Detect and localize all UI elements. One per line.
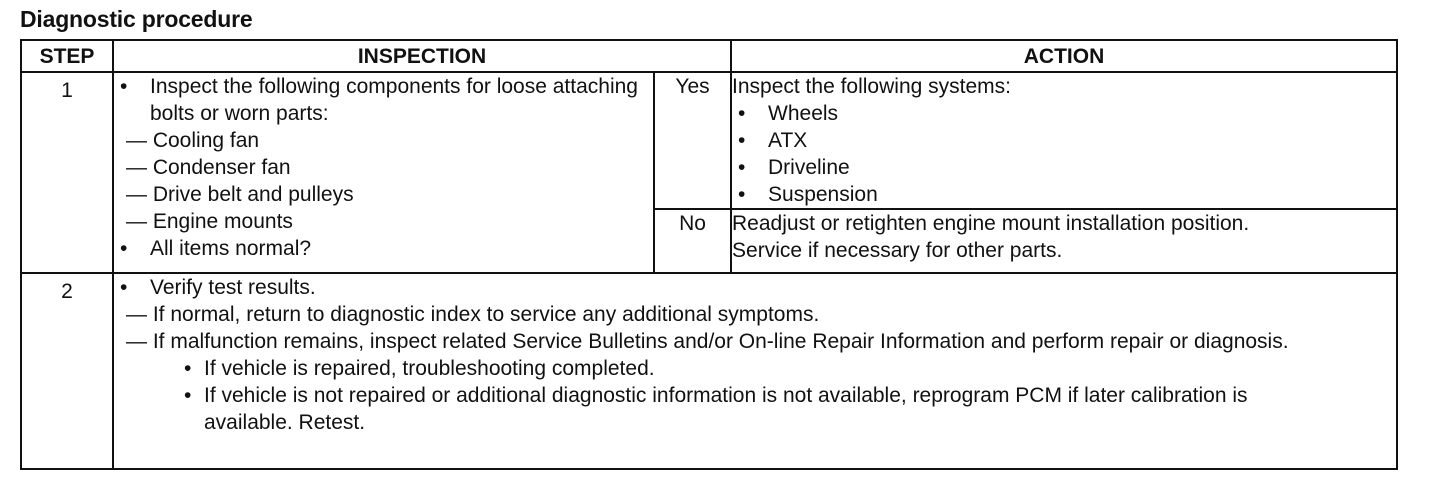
header-step: STEP (21, 40, 113, 72)
table-row-step1-yes (21, 72, 1397, 209)
if-normal: — If normal, return to diagnostic index to service any additional symptoms. (126, 303, 820, 326)
no-action-line2: Service if necessary for other parts. (732, 239, 1063, 262)
header-action: ACTION (731, 40, 1397, 72)
component-drive-belt: — Drive belt and pulleys (126, 183, 354, 206)
no-label: No (654, 209, 731, 273)
inspection-step1 (113, 72, 654, 273)
verify-results: • Verify test results. (114, 274, 1396, 301)
step-2-label: 2 (61, 280, 73, 303)
step-number-2 (21, 273, 113, 469)
header-row (21, 40, 1397, 72)
yes-action-intro: Inspect the following systems: (732, 75, 1011, 98)
step-1-label: 1 (61, 79, 73, 102)
page-title: Diagnostic procedure (20, 6, 253, 32)
component-engine-mounts: — Engine mounts (126, 210, 293, 233)
inspect-intro: • Inspect the following components for loose attaching bolts or worn parts: (114, 73, 653, 127)
table-row-step2 (21, 273, 1397, 469)
header-inspection: INSPECTION (113, 40, 731, 72)
if-malfunction: — If malfunction remains, inspect related Service Bulletins and/or On-line Repair Information and perform repair or diagnosis. (126, 330, 1289, 353)
yes-label: Yes (654, 72, 731, 209)
action-yes (731, 72, 1397, 209)
no-action-line1: Readjust or retighten engine mount installation position. (732, 212, 1250, 235)
system-driveline: • Driveline (732, 154, 1396, 181)
system-suspension: • Suspension (732, 181, 1396, 208)
action-no (731, 209, 1397, 273)
if-repaired: • If vehicle is repaired, troubleshooting completed. (114, 355, 1396, 382)
component-cooling-fan: — Cooling fan (126, 129, 260, 152)
inspection-step2 (113, 273, 1397, 469)
component-condenser-fan: — Condenser fan (126, 156, 291, 179)
if-not-repaired: • If vehicle is not repaired or additional diagnostic information is not available, reprogram PCM if later calibration is available. Retest. (114, 382, 1396, 436)
diagnostic-table (20, 39, 1398, 470)
system-atx: • ATX (732, 127, 1396, 154)
question-all-normal: • All items normal? (114, 235, 653, 262)
system-wheels: • Wheels (732, 100, 1396, 127)
step-number-1 (21, 72, 113, 273)
